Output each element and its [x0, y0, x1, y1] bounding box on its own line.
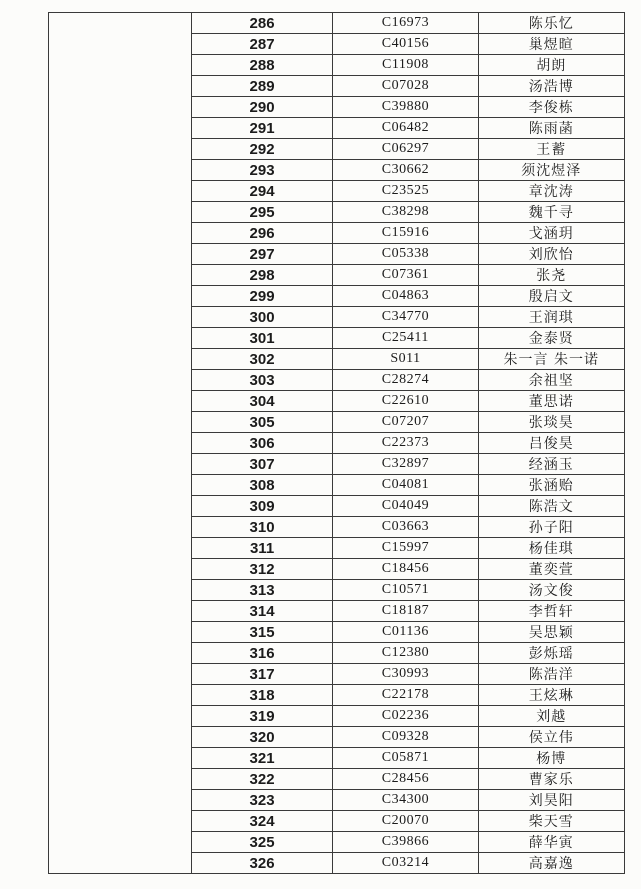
- merged-blank-column-cell: [49, 13, 192, 874]
- code-cell: C06482: [333, 118, 478, 139]
- code-cell: C20070: [333, 811, 478, 832]
- name-cell: 薛华寅: [478, 832, 624, 853]
- row-number-cell: 320: [191, 727, 333, 748]
- name-cell: 金泰贤: [478, 328, 624, 349]
- name-cell: 殷启文: [478, 286, 624, 307]
- row-number-cell: 318: [191, 685, 333, 706]
- row-number-cell: 287: [191, 34, 333, 55]
- code-cell: C40156: [333, 34, 478, 55]
- code-cell: C03214: [333, 853, 478, 874]
- row-number-cell: 315: [191, 622, 333, 643]
- code-cell: C05338: [333, 244, 478, 265]
- name-cell: 汤浩博: [478, 76, 624, 97]
- name-cell: 董奕萱: [478, 559, 624, 580]
- name-cell: 吴思颖: [478, 622, 624, 643]
- name-cell: 须沈煜泽: [478, 160, 624, 181]
- row-number-cell: 312: [191, 559, 333, 580]
- name-cell: 董思诺: [478, 391, 624, 412]
- code-cell: C39880: [333, 97, 478, 118]
- row-number-cell: 288: [191, 55, 333, 76]
- code-cell: C07207: [333, 412, 478, 433]
- code-cell: C07361: [333, 265, 478, 286]
- name-cell: 张琰昊: [478, 412, 624, 433]
- code-cell: C09328: [333, 727, 478, 748]
- code-cell: C23525: [333, 181, 478, 202]
- row-number-cell: 326: [191, 853, 333, 874]
- name-cell: 陈乐忆: [478, 13, 624, 34]
- row-number-cell: 310: [191, 517, 333, 538]
- code-cell: C28274: [333, 370, 478, 391]
- row-number-cell: 297: [191, 244, 333, 265]
- row-number-cell: 303: [191, 370, 333, 391]
- code-cell: C11908: [333, 55, 478, 76]
- row-number-cell: 314: [191, 601, 333, 622]
- row-number-cell: 292: [191, 139, 333, 160]
- name-cell: 陈浩文: [478, 496, 624, 517]
- row-number-cell: 309: [191, 496, 333, 517]
- code-cell: C04863: [333, 286, 478, 307]
- name-cell: 陈浩洋: [478, 664, 624, 685]
- row-number-cell: 325: [191, 832, 333, 853]
- row-number-cell: 291: [191, 118, 333, 139]
- name-cell: 巢煜暄: [478, 34, 624, 55]
- name-cell: 刘欣怡: [478, 244, 624, 265]
- code-cell: C25411: [333, 328, 478, 349]
- name-cell: 经涵玉: [478, 454, 624, 475]
- name-cell: 陈雨菡: [478, 118, 624, 139]
- code-cell: C22610: [333, 391, 478, 412]
- name-cell: 彭烁瑶: [478, 643, 624, 664]
- code-cell: C03663: [333, 517, 478, 538]
- name-cell: 王润琪: [478, 307, 624, 328]
- code-cell: C22178: [333, 685, 478, 706]
- name-cell: 王蓄: [478, 139, 624, 160]
- name-cell: 张涵贻: [478, 475, 624, 496]
- code-cell: C10571: [333, 580, 478, 601]
- row-number-cell: 294: [191, 181, 333, 202]
- row-number-cell: 289: [191, 76, 333, 97]
- row-number-cell: 300: [191, 307, 333, 328]
- code-cell: S011: [333, 349, 478, 370]
- code-cell: C39866: [333, 832, 478, 853]
- row-number-cell: 319: [191, 706, 333, 727]
- code-cell: C16973: [333, 13, 478, 34]
- code-cell: C18187: [333, 601, 478, 622]
- row-number-cell: 295: [191, 202, 333, 223]
- code-cell: C05871: [333, 748, 478, 769]
- name-cell: 杨博: [478, 748, 624, 769]
- code-cell: C15997: [333, 538, 478, 559]
- row-number-cell: 304: [191, 391, 333, 412]
- name-cell: 魏千寻: [478, 202, 624, 223]
- name-cell: 曹家乐: [478, 769, 624, 790]
- name-cell: 高嘉逸: [478, 853, 624, 874]
- row-number-cell: 324: [191, 811, 333, 832]
- row-number-cell: 286: [191, 13, 333, 34]
- row-number-cell: 299: [191, 286, 333, 307]
- code-cell: C01136: [333, 622, 478, 643]
- row-number-cell: 308: [191, 475, 333, 496]
- row-number-cell: 296: [191, 223, 333, 244]
- row-number-cell: 322: [191, 769, 333, 790]
- code-cell: C18456: [333, 559, 478, 580]
- name-cell: 刘越: [478, 706, 624, 727]
- row-number-cell: 305: [191, 412, 333, 433]
- name-cell: 孙子阳: [478, 517, 624, 538]
- row-number-cell: 316: [191, 643, 333, 664]
- name-cell: 王炫琳: [478, 685, 624, 706]
- code-cell: C34300: [333, 790, 478, 811]
- code-cell: C06297: [333, 139, 478, 160]
- code-cell: C07028: [333, 76, 478, 97]
- name-cell: 侯立伟: [478, 727, 624, 748]
- code-cell: C32897: [333, 454, 478, 475]
- row-number-cell: 313: [191, 580, 333, 601]
- name-cell: 柴天雪: [478, 811, 624, 832]
- row-number-cell: 298: [191, 265, 333, 286]
- row-number-cell: 323: [191, 790, 333, 811]
- row-number-cell: 321: [191, 748, 333, 769]
- name-cell: 李哲轩: [478, 601, 624, 622]
- code-cell: C04049: [333, 496, 478, 517]
- code-cell: C38298: [333, 202, 478, 223]
- name-cell: 汤文俊: [478, 580, 624, 601]
- code-cell: C28456: [333, 769, 478, 790]
- name-cell: 戈涵玥: [478, 223, 624, 244]
- name-cell: 胡朗: [478, 55, 624, 76]
- code-cell: C22373: [333, 433, 478, 454]
- row-number-cell: 306: [191, 433, 333, 454]
- code-cell: C04081: [333, 475, 478, 496]
- name-cell: 朱一言 朱一诺: [478, 349, 624, 370]
- code-cell: C34770: [333, 307, 478, 328]
- row-number-cell: 293: [191, 160, 333, 181]
- row-number-cell: 302: [191, 349, 333, 370]
- name-cell: 余祖坚: [478, 370, 624, 391]
- roster-table: [48, 12, 625, 874]
- code-cell: C02236: [333, 706, 478, 727]
- code-cell: C12380: [333, 643, 478, 664]
- row-number-cell: 301: [191, 328, 333, 349]
- name-cell: 刘昊阳: [478, 790, 624, 811]
- code-cell: C30662: [333, 160, 478, 181]
- row-number-cell: 317: [191, 664, 333, 685]
- row-number-cell: 307: [191, 454, 333, 475]
- name-cell: 章沈涛: [478, 181, 624, 202]
- code-cell: C15916: [333, 223, 478, 244]
- row-number-cell: 311: [191, 538, 333, 559]
- code-cell: C30993: [333, 664, 478, 685]
- name-cell: 李俊栋: [478, 97, 624, 118]
- row-number-cell: 290: [191, 97, 333, 118]
- name-cell: 杨佳琪: [478, 538, 624, 559]
- name-cell: 张尧: [478, 265, 624, 286]
- roster-body: [49, 13, 625, 874]
- table-row: [49, 13, 625, 34]
- name-cell: 吕俊昊: [478, 433, 624, 454]
